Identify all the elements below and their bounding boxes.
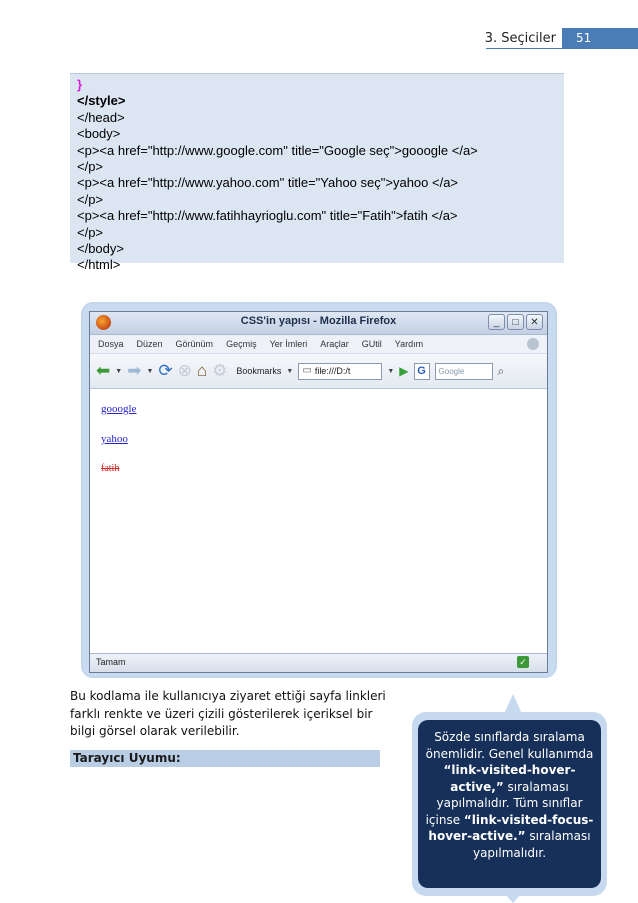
link-google[interactable]: gooogle bbox=[101, 403, 137, 415]
code-line: <p><a href="http://www.google.com" title="Google seç">gooogle </a> bbox=[77, 142, 478, 158]
check-icon: ✓ bbox=[517, 656, 529, 668]
window-controls bbox=[488, 314, 543, 330]
menu-duzen[interactable]: Düzen bbox=[136, 339, 163, 349]
chapter-title: 3. Seçiciler bbox=[484, 30, 556, 46]
stop-icon[interactable]: ⊗ bbox=[177, 361, 192, 380]
activity-icon bbox=[527, 338, 539, 350]
section-heading: Tarayıcı Uyumu: bbox=[70, 750, 380, 767]
chevron-down-icon[interactable]: ▼ bbox=[387, 367, 395, 375]
code-line: <p><a href="http://www.fatihhayrioglu.com" title="Fatih">fatih </a> bbox=[77, 208, 458, 224]
menu-dosya[interactable]: Dosya bbox=[98, 339, 124, 349]
address-value: file:///D:/t bbox=[314, 366, 351, 376]
minimize-button[interactable]: _ bbox=[488, 314, 505, 330]
menu-yer-imleri[interactable]: Yer İmleri bbox=[269, 339, 308, 349]
browser-window bbox=[89, 311, 548, 673]
forward-arrow-icon[interactable]: ➡ bbox=[127, 361, 142, 380]
header-rule bbox=[486, 48, 638, 49]
note-text: Sözde sınıflarda sıralama önemlidir. Genel kullanımda bbox=[425, 730, 594, 761]
menu-yardim[interactable]: Yardım bbox=[394, 339, 424, 349]
gutil-icon[interactable]: ⚙ bbox=[212, 361, 228, 380]
chevron-down-icon[interactable]: ▼ bbox=[286, 367, 294, 375]
body-paragraph: Bu kodlama ile kullanıcıya ziyaret ettiği sayfa linkleri farklı renkte ve üzeri çizili gösterilerek içeriksel bir bilgi görsel olarak verilebilir. bbox=[70, 689, 386, 738]
code-line: } bbox=[77, 77, 83, 92]
callout-note bbox=[418, 720, 601, 888]
back-arrow-icon[interactable]: ⬅ bbox=[96, 361, 111, 380]
chevron-down-icon[interactable]: ▼ bbox=[146, 367, 154, 375]
bookmarks-button[interactable]: Bookmarks bbox=[236, 366, 282, 376]
note-order-full: “link-visited-focus-hover-active.” bbox=[428, 812, 594, 843]
code-line: </p> bbox=[77, 224, 104, 240]
callout-tail bbox=[504, 694, 522, 714]
code-line: <body> bbox=[77, 126, 121, 142]
code-line: </p> bbox=[77, 191, 104, 207]
note-order-basic: “link-visited-hover-active,” bbox=[443, 763, 576, 794]
page-content bbox=[90, 389, 547, 474]
menu-gutil[interactable]: GUtil bbox=[361, 339, 382, 349]
note-text: sıralaması yapılmalıdır. Tüm sınıflar içinse bbox=[425, 779, 583, 827]
link-fatih[interactable]: fatih bbox=[101, 463, 120, 474]
link-yahoo[interactable]: yahoo bbox=[101, 433, 128, 445]
code-line: <p><a href="http://www.yahoo.com" title="Yahoo seç">yahoo </a> bbox=[77, 175, 459, 191]
page-number: 51 bbox=[562, 28, 638, 48]
address-bar[interactable] bbox=[298, 363, 382, 380]
search-engine-icon[interactable]: G bbox=[414, 363, 430, 380]
menu-bar bbox=[90, 335, 547, 354]
note-text: sıralaması yapılmalıdır. bbox=[472, 829, 591, 860]
search-icon[interactable]: ⌕ bbox=[497, 363, 505, 378]
callout-tail-bottom bbox=[504, 893, 522, 903]
code-line: </body> bbox=[77, 241, 124, 257]
go-arrow-icon[interactable]: ▶ bbox=[399, 364, 409, 378]
title-bar bbox=[90, 312, 547, 335]
home-icon[interactable]: ⌂ bbox=[196, 361, 208, 380]
close-button[interactable]: ✕ bbox=[526, 314, 543, 330]
reload-icon[interactable]: ⟳ bbox=[158, 361, 173, 380]
status-bar bbox=[90, 653, 547, 672]
search-input[interactable]: Google bbox=[435, 363, 493, 380]
code-line: </p> bbox=[77, 159, 104, 175]
code-line: </html> bbox=[77, 257, 121, 273]
code-line: </head> bbox=[77, 109, 125, 125]
running-header bbox=[485, 28, 638, 48]
menu-gecmis[interactable]: Geçmiş bbox=[226, 339, 257, 349]
window-title: CSS'in yapısı - Mozilla Firefox bbox=[240, 315, 397, 327]
menu-araclar[interactable]: Araçlar bbox=[320, 339, 349, 349]
navigation-toolbar bbox=[90, 354, 547, 389]
menu-gorunum[interactable]: Görünüm bbox=[175, 339, 214, 349]
chevron-down-icon[interactable]: ▼ bbox=[115, 367, 123, 375]
status-text: Tamam bbox=[96, 657, 126, 667]
maximize-button[interactable]: □ bbox=[507, 314, 524, 330]
code-line: </style> bbox=[77, 93, 126, 109]
code-listing bbox=[70, 73, 564, 273]
page-icon: ▭ bbox=[302, 365, 312, 376]
